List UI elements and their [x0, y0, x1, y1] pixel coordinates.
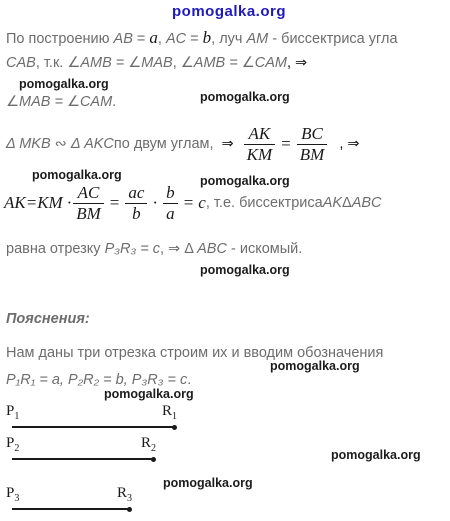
segment-start-label: $P_1$	[6, 403, 20, 422]
numerator: BC	[297, 124, 328, 145]
equals: =	[109, 193, 120, 213]
triangle-abc: ABC	[351, 195, 382, 212]
segment-endpoint	[172, 425, 177, 430]
segment-end-label: $R_3$	[117, 485, 133, 504]
text: По построению	[6, 31, 114, 47]
text: ,	[157, 31, 166, 47]
denominator: BM	[299, 144, 325, 164]
denominator: KM	[246, 144, 273, 164]
implies: , ⇒	[339, 136, 360, 153]
watermark: pomogalka.org	[200, 90, 290, 104]
segment-end-label: $R_1$	[162, 403, 178, 422]
explanations-title: Пояснения:	[6, 311, 90, 327]
seg-ac: AC	[165, 31, 187, 47]
text-line-8	[6, 372, 191, 388]
label-index: 1	[172, 411, 178, 422]
watermark: pomogalka.org	[200, 174, 290, 188]
text: Δ	[342, 195, 352, 212]
numerator: b	[163, 183, 178, 204]
text: - биссектриса угла	[268, 31, 398, 47]
watermark: pomogalka.org	[270, 359, 360, 373]
numerator: ac	[125, 183, 147, 204]
text-line-3	[6, 94, 116, 110]
numerator: AC	[73, 183, 104, 204]
text: , т.к.	[35, 55, 68, 71]
text-line-7: Нам даны три отрезка строим их и вводим обозначения	[6, 345, 384, 361]
text: по двум углам,	[113, 136, 214, 153]
text: равна отрезку	[6, 241, 105, 257]
text: , ⇒ Δ	[159, 241, 198, 257]
text-line-4	[6, 124, 360, 164]
text-line-2	[6, 55, 307, 71]
multiply: ·	[152, 193, 159, 213]
text: - искомый.	[226, 241, 303, 257]
segment-p2r2: , P₂R₂ = b	[59, 372, 124, 388]
fraction-ac-b	[125, 183, 147, 223]
segment-p1r1: P₁R₁ = a	[6, 372, 60, 388]
text: =	[132, 31, 150, 47]
denominator: a	[166, 203, 175, 223]
angle-cab: CAB	[6, 55, 36, 71]
segment-start-label: $P_3$	[6, 485, 20, 504]
watermark: pomogalka.org	[331, 448, 421, 462]
similar-triangles: Δ MKB ∾ Δ AKC	[6, 136, 114, 153]
text-line-6	[6, 241, 302, 257]
label-index: 1	[14, 411, 20, 422]
text: , луч	[211, 31, 247, 47]
seg-ab: AB	[113, 31, 133, 47]
label-index: 3	[14, 493, 20, 504]
label-index: 2	[151, 443, 157, 454]
segment-start-label: $P_2$	[6, 435, 20, 454]
segment-line	[12, 458, 153, 460]
label-index: 3	[127, 493, 133, 504]
text: =	[186, 31, 203, 47]
segment-line	[12, 508, 129, 510]
fraction-b-a	[163, 183, 178, 223]
fraction-bc-bm	[297, 124, 328, 164]
fraction-ak-km	[244, 124, 276, 164]
formula-rhs: = c	[182, 193, 206, 213]
formula-lhs: AK=KM ·	[4, 193, 72, 213]
text: ,	[172, 55, 181, 71]
var-a: a	[149, 28, 158, 47]
numerator: AK	[244, 124, 276, 145]
text: , т.е. биссектриса	[205, 195, 323, 212]
segment-end-label: $R_2$	[141, 435, 157, 454]
triangle-abc: ABC	[197, 241, 227, 257]
segment-endpoint	[127, 507, 132, 512]
watermark: pomogalka.org	[19, 77, 109, 91]
denominator: BM	[76, 203, 101, 223]
text-line-1	[6, 28, 398, 48]
segment-p3r3: , P₃R₃ = c	[123, 372, 188, 388]
watermark: pomogalka.org	[200, 263, 290, 277]
implies: ⇒	[221, 136, 234, 153]
segment-p3r3: P₃R₃ = c	[104, 241, 160, 257]
denominator: b	[132, 203, 141, 223]
implies: , ⇒	[286, 55, 308, 71]
label-index: 2	[14, 443, 20, 454]
text-line-5	[4, 183, 382, 223]
site-header: pomogalka.org	[172, 3, 287, 20]
ray-am: AM	[246, 31, 269, 47]
angle-eq-1: ∠AMB = ∠MAB	[67, 55, 173, 71]
var-b: b	[202, 28, 212, 47]
fraction-ac-bm	[73, 183, 104, 223]
angle-eq-2: ∠AMB = ∠CAM	[180, 55, 287, 71]
angle-eq-3: ∠MAB = ∠CAM	[6, 94, 113, 110]
bisector-ak: AK	[322, 195, 343, 212]
segment-line	[12, 426, 174, 428]
watermark: pomogalka.org	[32, 168, 122, 182]
watermark: pomogalka.org	[104, 387, 194, 401]
text: .	[187, 372, 192, 388]
equals: =	[281, 134, 291, 154]
watermark: pomogalka.org	[163, 476, 253, 490]
text: .	[112, 94, 117, 110]
segment-endpoint	[151, 457, 156, 462]
